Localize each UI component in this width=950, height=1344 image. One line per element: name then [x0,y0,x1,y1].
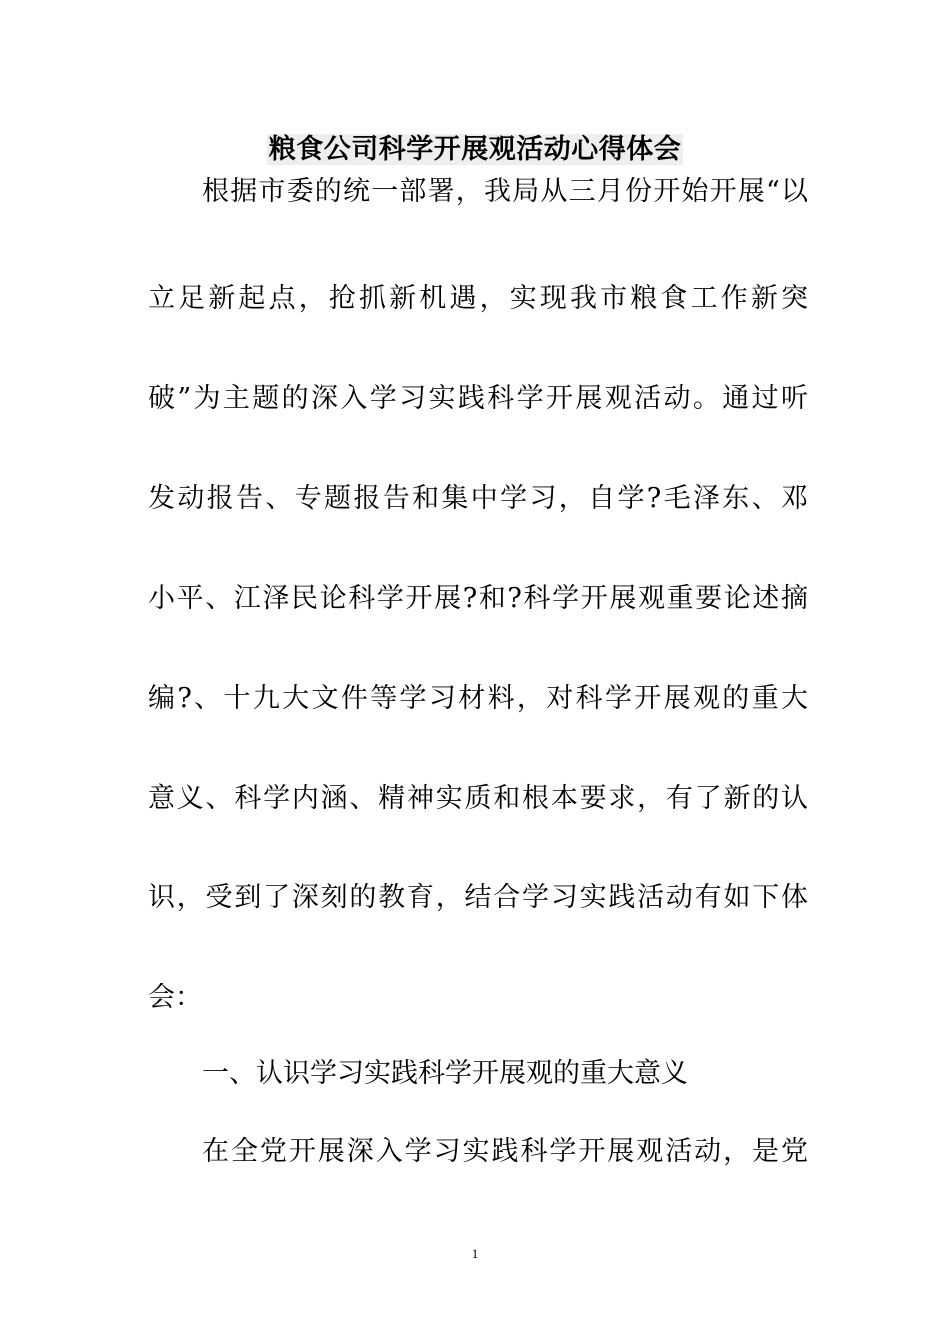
paragraph-line: 意义、科学内涵、精神实质和根本要求，有了新的认 [148,783,808,814]
paragraph-line: 编?、十九大文件等学习材料，对科学开展观的重大 [148,683,808,714]
paragraph-line: 在全党开展深入学习实践科学开展观活动，是党 [202,1136,808,1167]
paragraph-line: 发动报告、专题报告和集中学习，自学?毛泽东、邓 [148,483,808,514]
document-title [0,130,950,170]
paragraph-line: 立足新起点，抢抓新机遇，实现我市粮食工作新突 [148,283,808,314]
document-title-text: 粮食公司科学开展观活动心得体会 [268,134,682,165]
paragraph-line: 破”为主题的深入学习实践科学开展观活动。通过听 [148,383,808,414]
section-heading: 一、认识学习实践科学开展观的重大意义 [202,1058,688,1089]
paragraph-line: 识，受到了深刻的教育，结合学习实践活动有如下体 [148,882,808,913]
page-number: 1 [471,1246,479,1261]
paragraph-line: 会： [148,982,202,1013]
paragraph-line: 根据市委的统一部署，我局从三月份开始开展“以 [202,176,808,207]
paragraph-line: 小平、江泽民论科学开展?和?科学开展观重要论述摘 [148,583,808,614]
